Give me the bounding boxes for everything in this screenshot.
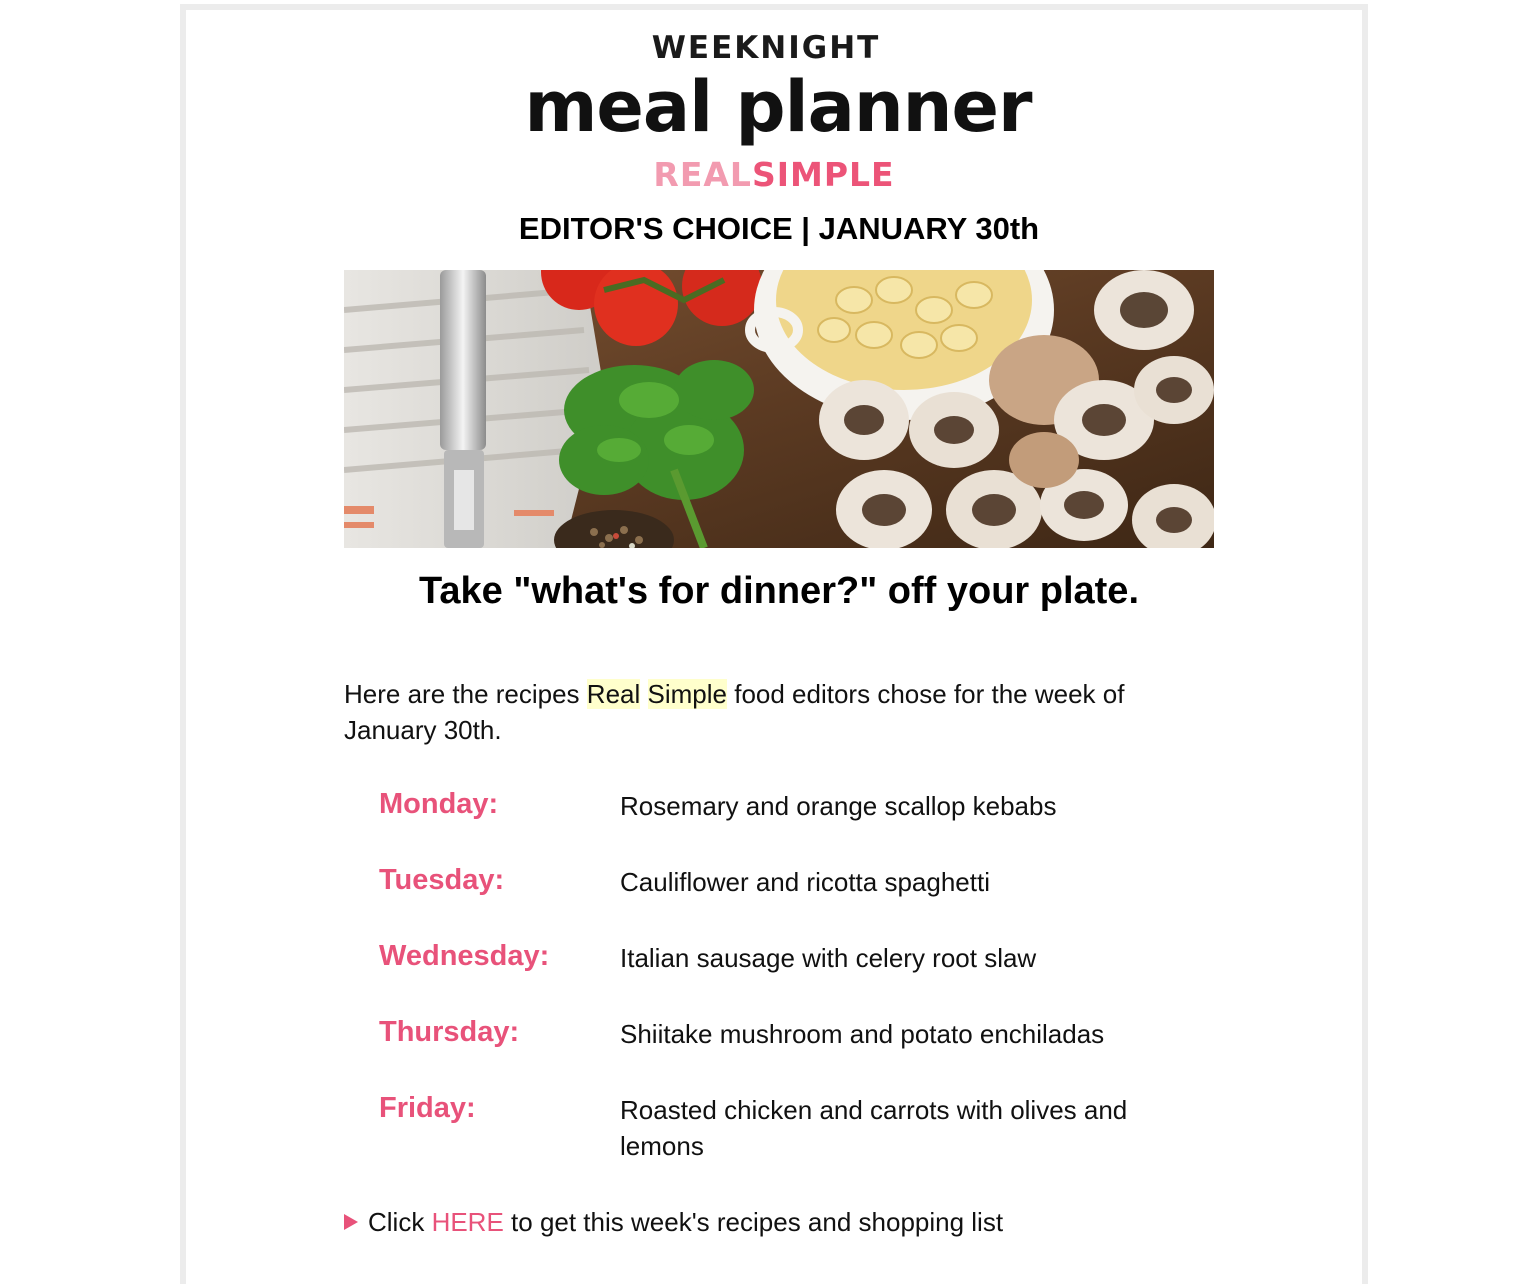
brand-weeknight: WEEKNIGHT	[651, 30, 881, 66]
intro-paragraph	[344, 676, 1214, 748]
day-label: Wednesday:	[379, 940, 550, 972]
brand-real-simple-logo	[0, 155, 1532, 194]
cta-line	[344, 1204, 1003, 1240]
highlight-real: Real	[586, 679, 641, 709]
meal-name: Cauliflower and ricotta spaghetti	[620, 867, 990, 897]
editors-choice-heading: EDITOR'S CHOICE | JANUARY 30th	[518, 211, 1040, 246]
brand-simple: SIMPLE	[751, 155, 895, 194]
brand-meal-planner: meal planner	[524, 66, 1032, 148]
meal-name: Rosemary and orange scallop kebabs	[620, 791, 1057, 821]
day-label: Thursday:	[379, 1016, 520, 1048]
cta-text-before: Click	[368, 1207, 432, 1237]
meal-name: Shiitake mushroom and potato enchiladas	[620, 1019, 1105, 1049]
day-label: Monday:	[379, 788, 499, 820]
hero-food-illustration	[344, 270, 1214, 548]
highlight-simple: Simple	[647, 679, 727, 709]
day-label: Friday:	[379, 1092, 476, 1124]
intro-text-before: Here are the recipes	[344, 679, 587, 709]
cta-text-after: to get this week's recipes and shopping list	[503, 1207, 1004, 1237]
hero-food-image	[344, 270, 1214, 548]
here-link[interactable]: HERE	[431, 1207, 504, 1237]
meal-name: Roasted chicken and carrots with olives and lemons	[620, 1095, 1128, 1161]
meal-name: Italian sausage with celery root slaw	[620, 943, 1037, 973]
headline: Take "what's for dinner?" off your plate.	[419, 570, 1139, 612]
play-arrow-icon	[344, 1214, 358, 1230]
day-label: Tuesday:	[379, 864, 505, 896]
intro-text-after: food editors chose for the week of January 30th.	[344, 679, 1125, 745]
brand-real: REAL	[653, 155, 752, 194]
